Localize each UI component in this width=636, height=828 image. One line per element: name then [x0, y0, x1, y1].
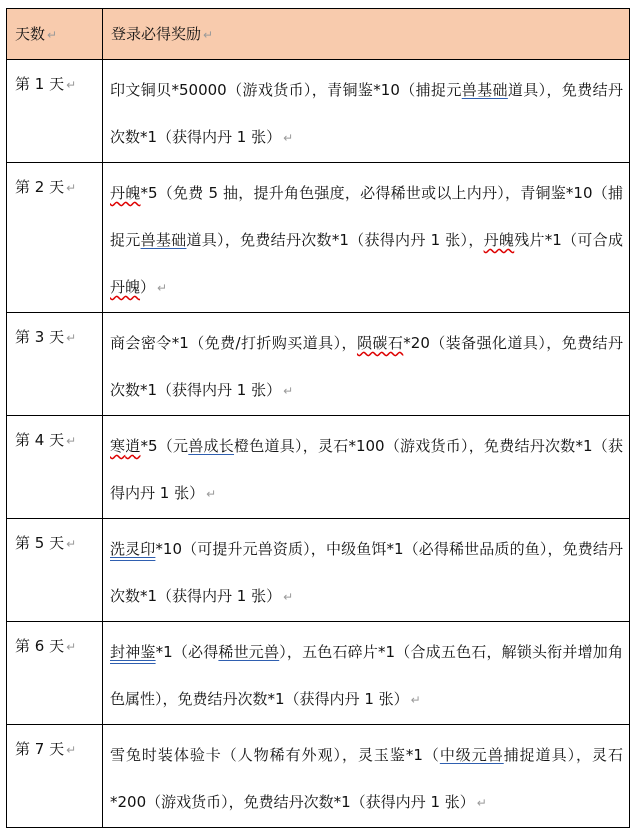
- login-reward-table: [6, 8, 630, 828]
- day-cell: [7, 519, 103, 622]
- reward-text-segment: 商会密令*1（免费/打折购买道具），: [110, 334, 357, 352]
- reward-text-segment: 道具），免费结丹次数*1（获得内丹 1 张），: [186, 231, 484, 249]
- reward-text-segment: 残片*1（可合成: [514, 231, 623, 249]
- reward-text-segment: 寒: [110, 437, 126, 455]
- reward-text-segment: 兽成长: [188, 437, 235, 455]
- reward-text-segment: 捕捉道具），灵石*200（游戏货币），免费结丹次数*1（获得内丹 1 张）: [110, 746, 623, 811]
- reward-text-segment: *10（可提升元兽资质），中级鱼饵*1（必得稀世品质的鱼），免费结丹次数*1（获得内丹 1 张）: [110, 540, 623, 605]
- paragraph-mark-icon: ↵: [66, 181, 77, 195]
- reward-text-segment: 丹魄: [110, 184, 141, 202]
- reward-cell: [103, 60, 630, 163]
- table-row: [7, 725, 630, 828]
- paragraph-mark-icon: ↵: [66, 743, 77, 757]
- table-row: [7, 60, 630, 163]
- table-row: [7, 622, 630, 725]
- day-cell: [7, 60, 103, 163]
- day-cell: [7, 725, 103, 828]
- reward-text-segment: *5（元: [140, 437, 189, 455]
- table-row: [7, 416, 630, 519]
- reward-cell: [103, 725, 630, 828]
- paragraph-mark-icon: ↵: [47, 28, 58, 42]
- paragraph-mark-icon: ↵: [206, 487, 217, 501]
- day-label: 第 1 天: [15, 75, 65, 93]
- paragraph-mark-icon: ↵: [66, 78, 77, 92]
- reward-text-segment: 道具），免费结丹次数*1（获得内丹 1 张）: [110, 81, 623, 146]
- header-cell-days: [7, 9, 103, 60]
- day-label: 第 6 天: [15, 637, 65, 655]
- reward-text-segment: *1（必得: [155, 643, 219, 661]
- day-label: 第 3 天: [15, 328, 65, 346]
- day-cell: [7, 163, 103, 313]
- day-cell: [7, 416, 103, 519]
- paragraph-mark-icon: ↵: [476, 796, 487, 810]
- paragraph-mark-icon: ↵: [283, 384, 294, 398]
- reward-cell: [103, 313, 630, 416]
- day-label: 第 7 天: [15, 740, 65, 758]
- reward-text-segment: ），五色石碎片*1（合成五色石，解锁头衔并增加角色属性），免费结丹次数*1（获得内丹 1 张）: [110, 643, 623, 708]
- paragraph-mark-icon: ↵: [66, 331, 77, 345]
- reward-text-segment: 雪兔时装体验卡（人物稀有外观），灵玉鉴*1（: [110, 746, 440, 764]
- reward-text-segment: 丹魄: [110, 278, 141, 296]
- reward-text-segment: 稀世元兽: [218, 643, 280, 661]
- header-days-label: 天数: [15, 25, 46, 43]
- reward-text-segment: 兽基础: [140, 231, 187, 249]
- paragraph-mark-icon: ↵: [157, 281, 168, 295]
- reward-cell: [103, 416, 630, 519]
- reward-text-segment: 封神鉴: [110, 643, 156, 661]
- paragraph-mark-icon: ↵: [410, 693, 421, 707]
- reward-text-segment: *5（免费 5 抽，提升角色强度，必得稀世或以上内丹），青铜鉴*10（捕捉元: [110, 184, 623, 249]
- day-label: 第 4 天: [15, 431, 65, 449]
- table-row: [7, 519, 630, 622]
- reward-cell: [103, 163, 630, 313]
- reward-text-segment: 洗灵印: [110, 540, 156, 558]
- paragraph-mark-icon: ↵: [283, 590, 294, 604]
- paragraph-mark-icon: ↵: [66, 640, 77, 654]
- reward-text-segment: 陨碳石: [356, 334, 404, 352]
- paragraph-mark-icon: ↵: [203, 28, 214, 42]
- table-row: [7, 313, 630, 416]
- paragraph-mark-icon: ↵: [66, 434, 77, 448]
- paragraph-mark-icon: ↵: [283, 131, 294, 145]
- paragraph-mark-icon: ↵: [66, 537, 77, 551]
- day-label: 第 5 天: [15, 534, 65, 552]
- day-cell: [7, 313, 103, 416]
- reward-text-segment: 逍: [125, 437, 141, 455]
- day-cell: [7, 622, 103, 725]
- reward-text-segment: 橙色道具），灵石*100（游戏货币），免费结丹次数*1（获得内丹 1 张）: [110, 437, 623, 502]
- table-row: [7, 163, 630, 313]
- reward-text-segment: 兽基础: [461, 81, 508, 99]
- reward-cell: [103, 519, 630, 622]
- day-label: 第 2 天: [15, 178, 65, 196]
- reward-text-segment: *20（装备强化道具），免费结丹次数*1（获得内丹 1 张）: [110, 334, 623, 399]
- reward-text-segment: ）: [140, 278, 156, 296]
- reward-cell: [103, 622, 630, 725]
- reward-text-segment: 中级元兽: [439, 746, 504, 764]
- reward-text-segment: 丹魄: [483, 231, 515, 249]
- header-cell-rewards: [103, 9, 630, 60]
- header-rewards-label: 登录必得奖励: [111, 25, 202, 43]
- table-header-row: [7, 9, 630, 60]
- reward-text-segment: 印文铜贝*50000（游戏货币），青铜鉴*10（捕捉元: [110, 81, 462, 99]
